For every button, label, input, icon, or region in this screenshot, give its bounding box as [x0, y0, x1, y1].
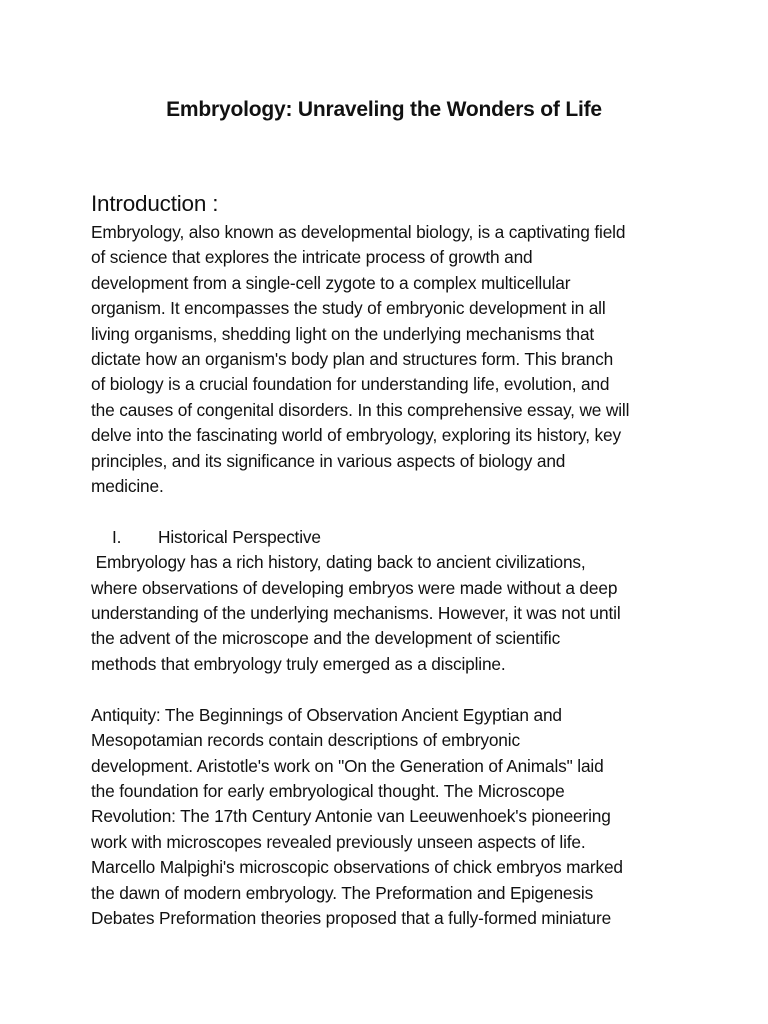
- historical-line: where observations of developing embryos were made without a deep: [91, 577, 618, 598]
- intro-line: of biology is a crucial foundation for understanding life, evolution, and: [91, 374, 610, 395]
- historical-line: Embryology has a rich history, dating back to ancient civilizations,: [91, 552, 586, 573]
- antiquity-line: Marcello Malpighi's microscopic observations of chick embryos marked: [91, 857, 623, 878]
- document-body: [91, 188, 691, 931]
- intro-line: Embryology, also known as developmental biology, is a captivating field: [91, 222, 626, 242]
- intro-line: principles, and its significance in various aspects of biology and: [91, 450, 566, 471]
- antiquity-paragraph: [91, 703, 691, 932]
- section-heading-historical: [91, 525, 691, 550]
- antiquity-line: the foundation for early embryological thought. The Microscope: [91, 780, 565, 801]
- paragraph-spacer: [91, 677, 691, 702]
- intro-line: medicine.: [91, 476, 164, 497]
- intro-line: development from a single-cell zygote to a complex multicellular: [91, 272, 571, 293]
- intro-line: the causes of congenital disorders. In this comprehensive essay, we will: [91, 399, 630, 420]
- antiquity-line: work with microscopes revealed previously unseen aspects of life.: [91, 831, 586, 852]
- historical-paragraph: [91, 550, 691, 677]
- historical-line: understanding of the underlying mechanisms. However, it was not until: [91, 603, 621, 624]
- historical-line: methods that embryology truly emerged as a discipline.: [91, 653, 506, 674]
- antiquity-line: Revolution: The 17th Century Antonie van Leeuwenhoek's pioneering: [91, 806, 611, 827]
- intro-line: dictate how an organism's body plan and structures form. This branch: [91, 349, 614, 370]
- antiquity-line: Debates Preformation theories proposed that a fully-formed miniature: [91, 907, 612, 928]
- antiquity-line: development. Aristotle's work on "On the Generation of Animals" laid: [91, 755, 604, 776]
- historical-line: the advent of the microscope and the development of scientific: [91, 628, 561, 649]
- intro-paragraph: [91, 220, 691, 499]
- section-title: Historical Perspective: [158, 526, 321, 547]
- intro-heading: Introduction :: [91, 191, 219, 216]
- antiquity-line: the dawn of modern embryology. The Preformation and Epigenesis: [91, 882, 594, 903]
- section-number: I.: [112, 526, 122, 547]
- intro-line: of science that explores the intricate process of growth and: [91, 247, 533, 268]
- antiquity-line: Mesopotamian records contain descriptions of embryonic: [91, 730, 520, 751]
- intro-line: living organisms, shedding light on the underlying mechanisms that: [91, 323, 595, 344]
- intro-line: organism. It encompasses the study of embryonic development in all: [91, 298, 606, 319]
- antiquity-line: Antiquity: The Beginnings of Observation Ancient Egyptian and: [91, 704, 562, 725]
- paragraph-spacer: [91, 499, 691, 524]
- intro-line: delve into the fascinating world of embryology, exploring its history, key: [91, 425, 622, 446]
- document-title: Embryology: Unraveling the Wonders of Life: [166, 98, 602, 121]
